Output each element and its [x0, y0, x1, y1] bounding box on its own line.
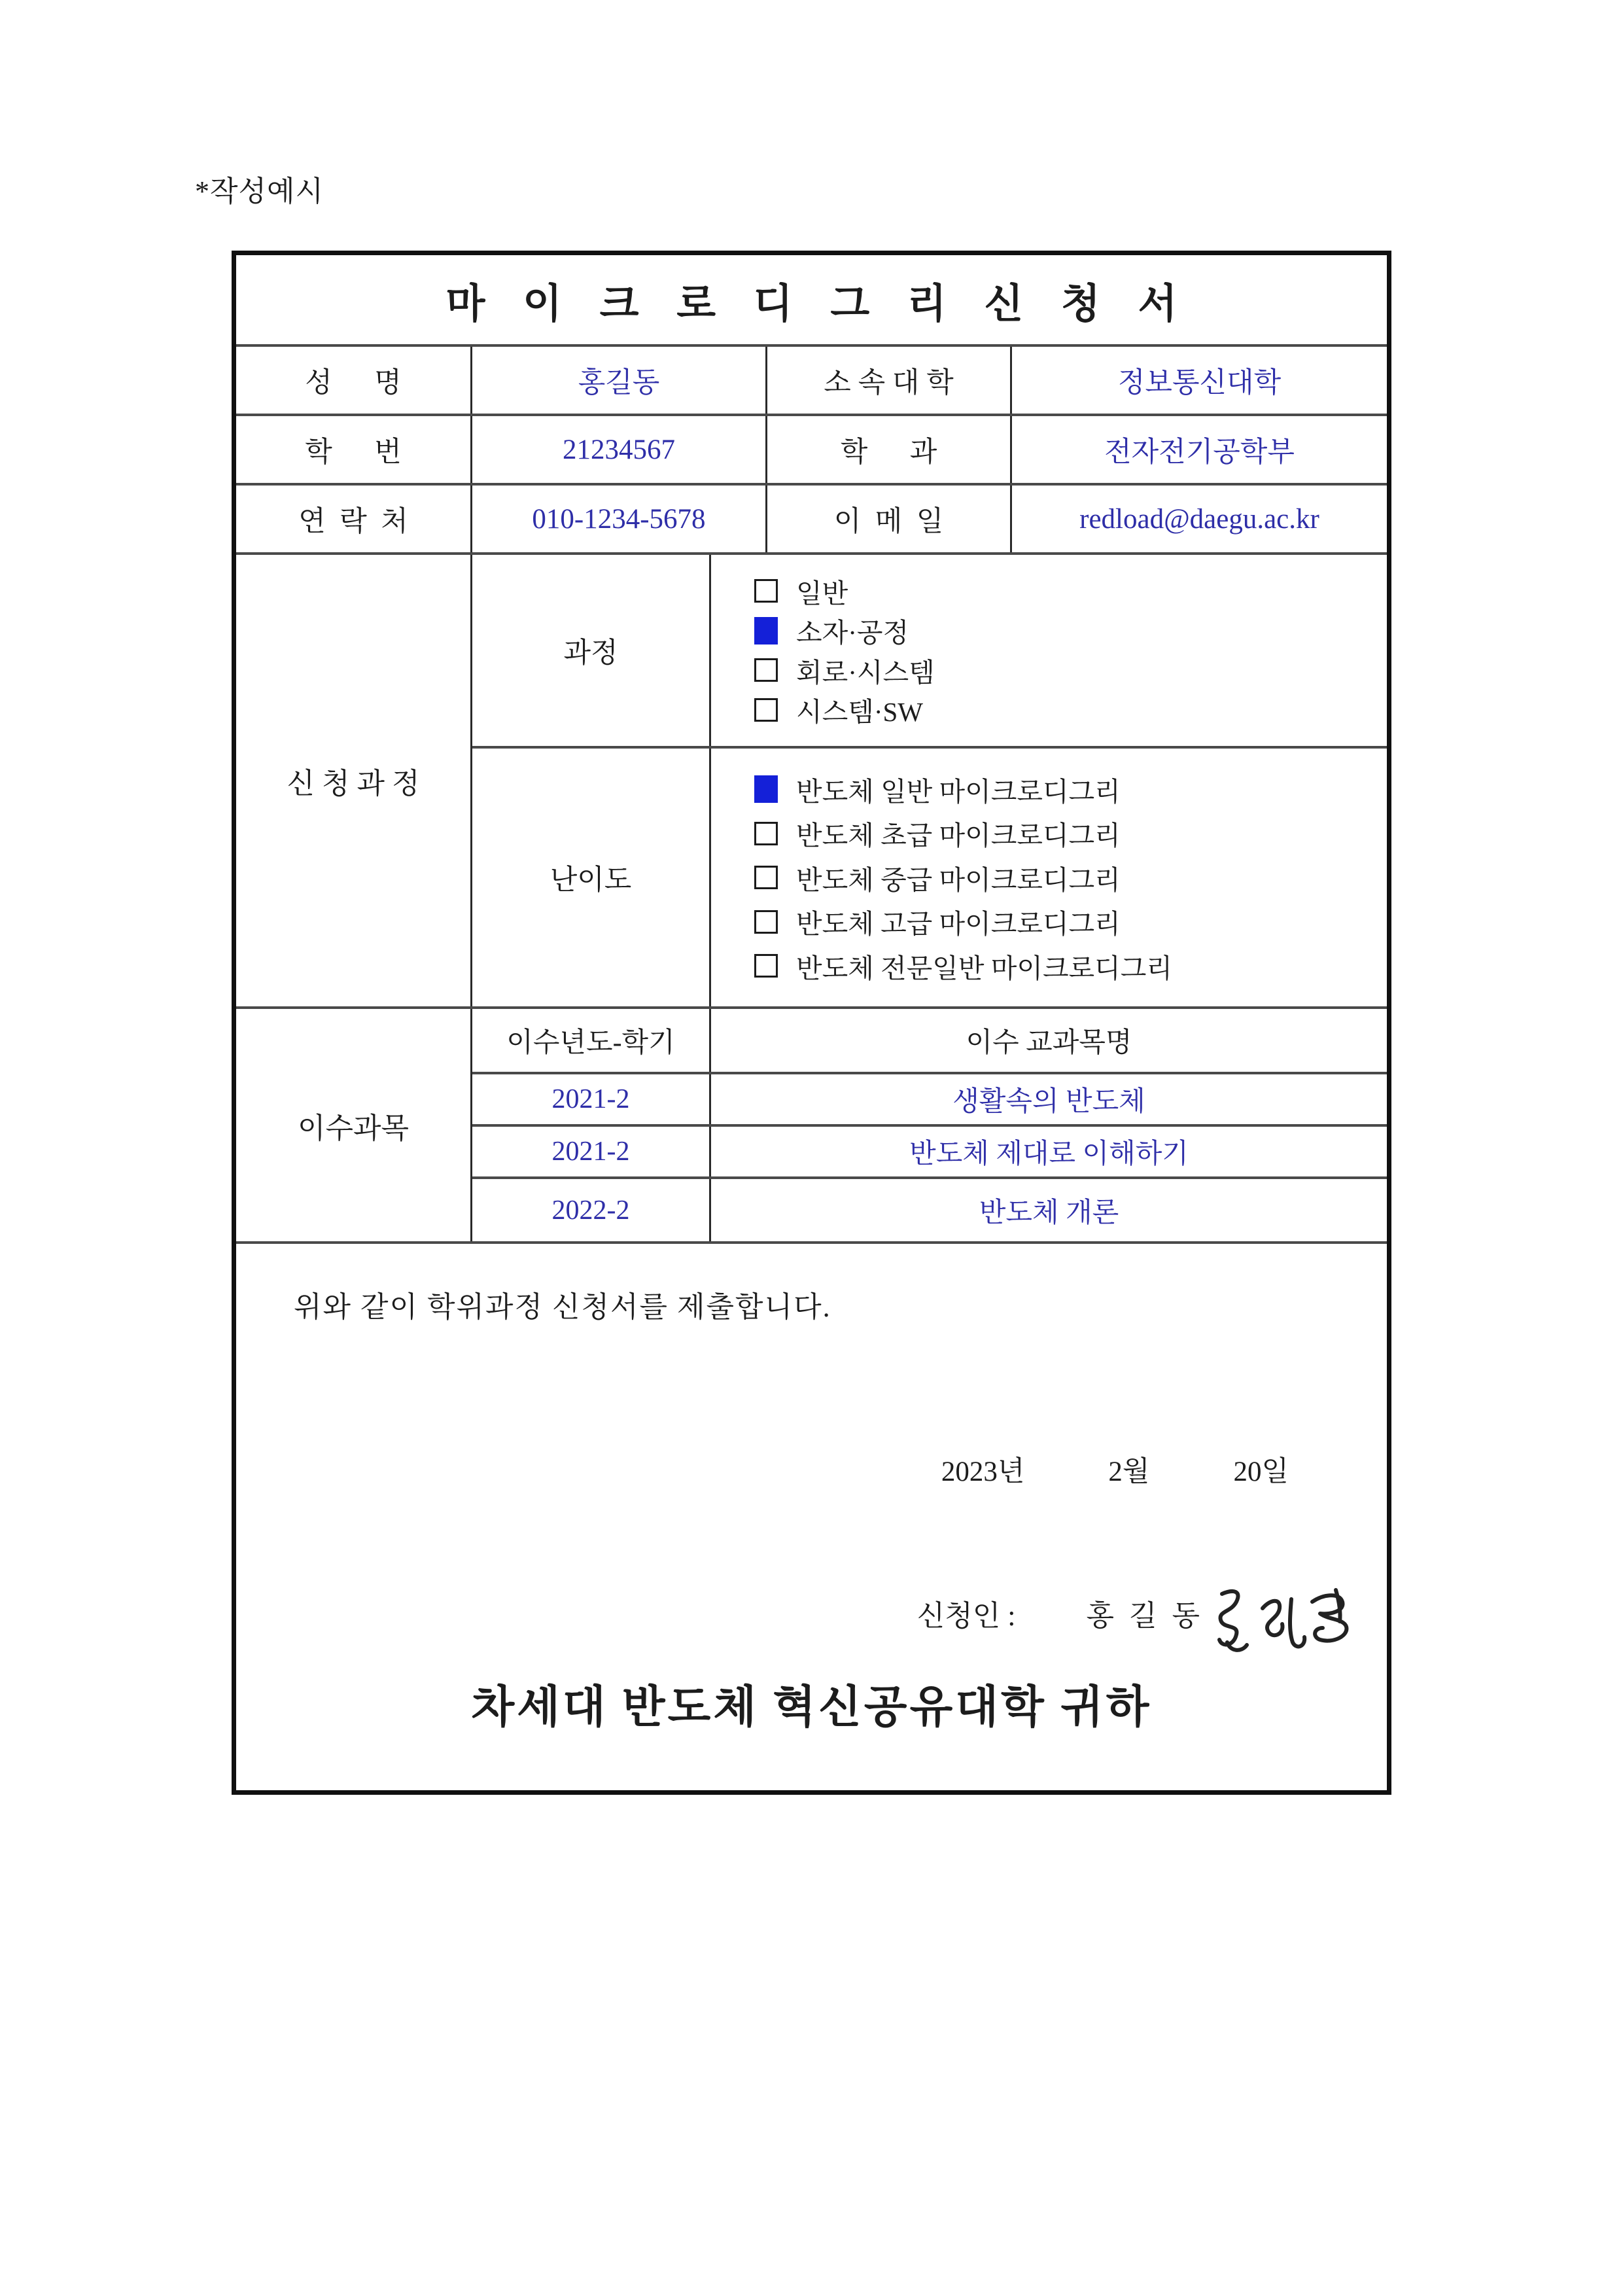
course-term: 2021-2: [472, 1127, 711, 1176]
course-term: 2021-2: [472, 1074, 711, 1124]
course-option: [754, 651, 1374, 690]
checkbox-label: 반도체 고급 마이크로디그리: [796, 909, 1121, 939]
courses-header-row: [472, 1009, 1387, 1074]
checkbox-label: 시스템·SW: [796, 697, 923, 728]
info-row-contact: [236, 486, 1387, 555]
applicant-line: [917, 1565, 1358, 1661]
checkbox-label: 회로·시스템: [796, 657, 935, 688]
apply-section-label: 신 청 과 정: [236, 555, 472, 1006]
checkbox-icon: [754, 775, 778, 803]
checkbox-icon: [754, 822, 778, 845]
difficulty-row: [472, 749, 1387, 1006]
applicant-name: 홍 길 동: [1086, 1600, 1204, 1632]
student-id-value: 21234567: [472, 416, 767, 483]
course-name-header: 이수 교과목명: [966, 1028, 1132, 1058]
difficulty-label: 난이도: [472, 749, 711, 1006]
info-row-student-id: [236, 416, 1387, 486]
checkbox-icon: [754, 954, 778, 978]
difficulty-option: [754, 902, 1374, 941]
info-row-name: [236, 347, 1387, 416]
contact-value: 010-1234-5678: [472, 486, 767, 552]
submission-statement: 위와 같이 학위과정 신청서를 제출합니다.: [294, 1291, 831, 1323]
course-term: 2022-2: [472, 1179, 711, 1241]
course-type-row: [472, 555, 1387, 749]
checkbox-label: 반도체 초급 마이크로디그리: [796, 821, 1121, 851]
term-header: 이수년도-학기: [472, 1009, 711, 1072]
checkbox-icon: [754, 617, 778, 645]
checkbox-label: 소자·공정: [796, 618, 909, 648]
apply-process-section: [236, 555, 1387, 1009]
example-hint: *작성예시: [195, 175, 324, 207]
courses-section-label: 이수과목: [236, 1009, 472, 1241]
date-day: 20일: [1233, 1457, 1289, 1487]
date-year: 2023년: [941, 1457, 1025, 1487]
checkbox-label: 반도체 중급 마이크로디그리: [796, 864, 1121, 895]
date-month: 2월: [1108, 1457, 1150, 1487]
applicant-label: 신청인 :: [916, 1600, 1016, 1632]
name-value: 홍길동: [472, 347, 767, 414]
difficulty-option: [754, 770, 1374, 809]
difficulty-option: [754, 947, 1374, 985]
form-title: 마 이 크 로 디 그 리 신 청 서: [236, 255, 1387, 347]
course-type-options: [711, 555, 1387, 746]
course-name: 반도체 제대로 이해하기: [909, 1139, 1189, 1169]
checkbox-icon: [754, 910, 778, 934]
course-row: [472, 1074, 1387, 1127]
department-value: 전자전기공학부: [1104, 436, 1295, 468]
difficulty-option: [754, 858, 1374, 897]
course-name: 반도체 개론: [979, 1197, 1119, 1228]
date-line: [941, 1449, 1289, 1489]
footer-cell: [236, 1244, 1387, 1790]
completed-courses-section: [236, 1009, 1387, 1244]
signature-icon: [1208, 1582, 1358, 1661]
checkbox-icon: [754, 866, 778, 889]
recipient-line: 차세대 반도체 혁신공유대학 귀하: [471, 1682, 1152, 1732]
difficulty-options: [711, 749, 1387, 1006]
email-label: 이 메 일: [767, 486, 1012, 552]
checkbox-label: 반도체 전문일반 마이크로디그리: [796, 953, 1172, 983]
checkbox-icon: [754, 658, 778, 682]
checkbox-icon: [754, 579, 778, 603]
student-id-label: 학 번: [236, 416, 472, 483]
course-name: 생활속의 반도체: [952, 1087, 1145, 1117]
department-label: 학 과: [767, 416, 1012, 483]
course-row: [472, 1179, 1387, 1241]
checkbox-label: 일반: [796, 578, 848, 609]
course-option: [754, 572, 1374, 610]
course-option: [754, 690, 1374, 729]
course-type-label: 과정: [472, 555, 711, 746]
checkbox-label: 반도체 일반 마이크로디그리: [796, 776, 1121, 807]
course-row: [472, 1127, 1387, 1179]
contact-label: 연 락 처: [236, 486, 472, 552]
course-option: [754, 611, 1374, 650]
college-label: 소 속 대 학: [767, 347, 1012, 414]
email-value: redload@daegu.ac.kr: [1079, 503, 1319, 535]
difficulty-option: [754, 814, 1374, 853]
application-form: [232, 251, 1391, 1795]
name-label: 성 명: [236, 347, 472, 414]
college-value: 정보통신대학: [1117, 367, 1282, 398]
checkbox-icon: [754, 698, 778, 722]
